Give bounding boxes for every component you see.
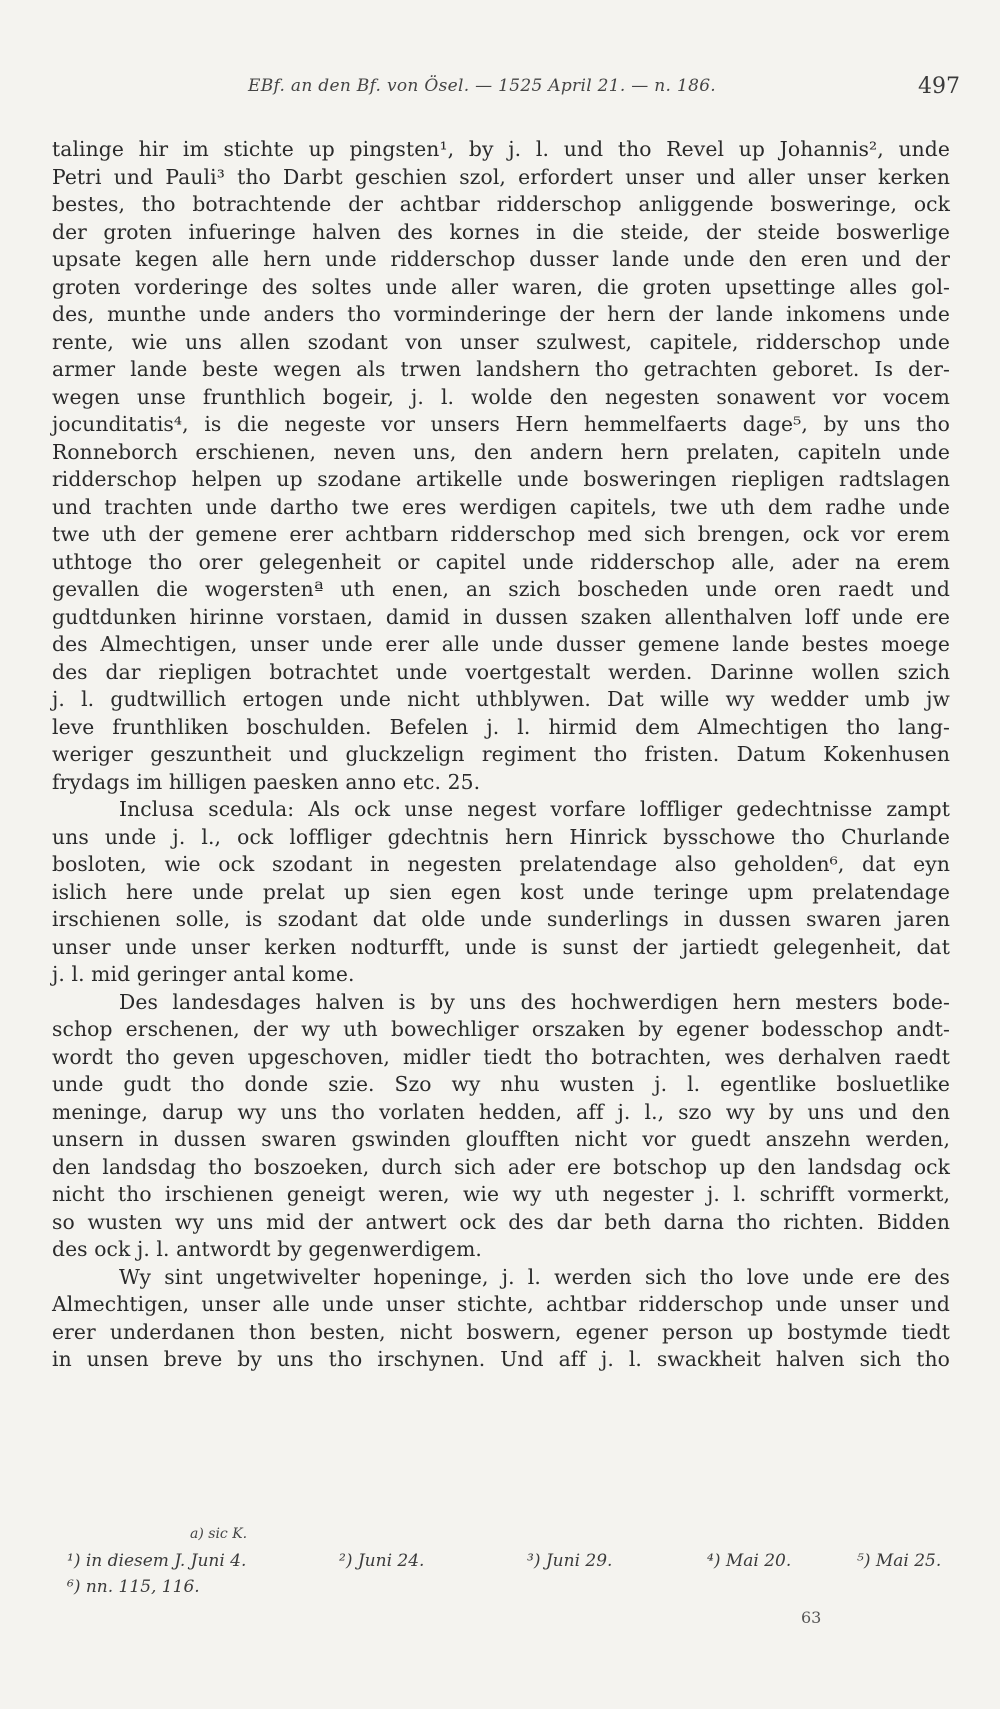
text-line: gevallen die wogerstenª uth enen, an szich boscheden unde oren raedt und — [52, 577, 950, 601]
text-line: und trachten unde dartho twe eres werdigen capitels, twe uth dem radhe unde — [52, 494, 950, 519]
text-line: gudtdunken hirinne vorstaen, damid in dussen szaken allenthalven loff unde ere — [52, 604, 950, 629]
text-line: groten vorderinge des soltes unde aller waren, die groten upsettinge alles gol- — [52, 274, 950, 299]
text-line: bestes, tho botrachtende der achtbar ridderschop anliggende bosweringe, ock — [52, 192, 950, 216]
text-line: rente, wie uns allen szodant von unser szulwest, capitele, ridderschop unde — [52, 329, 950, 354]
text-line: Inclusa scedula: Als ock unse negest vorfare loffliger gedechtnisse zampt — [119, 797, 950, 821]
text-line: unde gudt tho donde szie. Szo wy nhu wusten j. l. egentlike bosluetlike — [52, 1072, 950, 1096]
text-line: des, munthe unde anders tho vorminderinge der hern der lande inkomens unde — [52, 302, 950, 326]
text-line: Almechtigen, unser alle unde unser stichte, achtbar ridderschop unde unser und — [52, 1292, 950, 1316]
text-line: Des landesdages halven is by uns des hochwerdigen hern mesters bode- — [119, 989, 950, 1014]
text-line: des Almechtigen, unser unde erer alle unde dusser gemene lande bestes moege — [52, 632, 950, 656]
footnote-6: ⁶) nn. 115, 116. — [67, 1577, 200, 1597]
text-line: Ronneborch erschienen, neven uns, den andern hern prelaten, capiteln unde — [52, 439, 950, 464]
text-line: erer underdanen thon besten, nicht boswern, egener person up bostymde tiedt — [52, 1319, 950, 1344]
text-line: unsern in dussen swaren gswinden gloufften nicht vor guedt anszehn werden, — [52, 1127, 950, 1151]
running-head — [0, 74, 1000, 104]
text-line: wordt tho geven upgeschoven, midler tiedt tho botrachten, wes derhalven raedt — [52, 1044, 950, 1069]
text-line: talinge hir im stichte up pingsten¹, by j. l. und tho Revel up Johannis², unde — [52, 137, 950, 161]
footnote-4: ⁴) Mai 20. — [707, 1551, 792, 1571]
footnote-5: ⁵) Mai 25. — [857, 1551, 942, 1571]
text-line: irschienen solle, is szodant dat olde unde sunderlings in dussen swaren jaren — [52, 907, 950, 931]
running-title: EBf. an den Bf. von Ösel. — 1525 April 21. — n. 186. — [248, 76, 717, 96]
footnotes — [67, 1548, 953, 1600]
text-line: j. l. gudtwillich ertogen unde nicht uthblywen. Dat wille wy wedder umb jw — [52, 687, 950, 711]
body-text — [52, 136, 950, 1374]
page-number: 497 — [918, 74, 960, 99]
text-line: den landsdag tho boszoeken, durch sich ader ere botschop up den landsdag ock — [52, 1154, 950, 1179]
text-line: frydags im hilligen paesken anno etc. 25. — [52, 769, 481, 794]
text-line: meninge, darup wy uns tho vorlaten hedden, aff j. l., szo wy by uns und den — [52, 1099, 950, 1124]
text-line: islich here unde prelat up sien egen kost unde teringe upm prelatendage — [52, 879, 950, 904]
critical-apparatus-note: a) sic K. — [190, 1526, 248, 1542]
text-line: schop erschenen, der wy uth bowechliger orszaken by egener bodesschop andt- — [52, 1017, 950, 1041]
text-line: der groten infueringe halven des kornes in die steide, der steide boswerlige — [52, 219, 950, 244]
text-line: uns unde j. l., ock loffliger gdechtnis hern Hinrick bysschowe tho Churlande — [52, 824, 950, 849]
text-line: unser unde unser kerken nodturfft, unde is sunst der jartiedt gelegenheit, dat — [52, 934, 950, 959]
text-line: Wy sint ungetwivelter hopeninge, j. l. werden sich tho love unde ere des — [119, 1264, 950, 1289]
text-line: in unsen breve by uns tho irschynen. Und aff j. l. swackheit halven sich tho — [52, 1347, 950, 1371]
text-line: wegen unse frunthlich bogeir, j. l. wolde den negesten sonawent vor vocem — [52, 384, 950, 409]
text-line: bosloten, wie ock szodant in negesten prelatendage also geholden⁶, dat eyn — [52, 852, 950, 876]
text-line: jocunditatis⁴, is die negeste vor unsers Hern hemmelfaerts dage⁵, by uns tho — [52, 412, 950, 436]
text-line: twe uth der gemene erer achtbarn ridderschop med sich brengen, ock vor erem — [52, 522, 950, 546]
text-line: leve frunthliken boschulden. Befelen j. l. hirmid dem Almechtigen tho lang- — [52, 714, 950, 739]
text-line: uthtoge tho orer gelegenheit or capitel unde ridderschop alle, ader na erem — [52, 549, 950, 574]
footnote-row — [67, 1574, 953, 1600]
text-line: des dar riepligen botrachtet unde voertgestalt werden. Darinne wollen szich — [52, 659, 950, 684]
text-line: j. l. mid geringer antal kome. — [52, 962, 355, 986]
text-line: weriger geszuntheit und gluckzelign regiment tho fristen. Datum Kokenhusen — [52, 742, 950, 766]
text-line: Petri und Pauli³ tho Darbt geschien szol, erfordert unser und aller unser kerken — [52, 164, 950, 189]
signature-mark: 63 — [801, 1608, 822, 1627]
text-line: nicht tho irschienen geneigt weren, wie wy uth negester j. l. schrifft vormerkt, — [52, 1182, 950, 1206]
text-line: so wusten wy uns mid der antwert ock des dar beth darna tho richten. Bidden — [52, 1209, 950, 1234]
footnote-row — [67, 1548, 953, 1574]
text-line: ridderschop helpen up szodane artikelle unde bosweringen riepligen radtslagen — [52, 467, 950, 491]
text-line: upsate kegen alle hern unde ridderschop dusser lande unde den eren und der — [52, 247, 950, 271]
footnote-1: ¹) in diesem J. Juni 4. — [67, 1551, 247, 1571]
text-line: des ock j. l. antwordt by gegenwerdigem. — [52, 1237, 482, 1261]
text-line: armer lande beste wegen als trwen landshern tho getrachten geboret. Is der- — [52, 357, 950, 381]
footnote-2: ²) Juni 24. — [339, 1551, 425, 1571]
footnote-3: ³) Juni 29. — [527, 1551, 613, 1571]
